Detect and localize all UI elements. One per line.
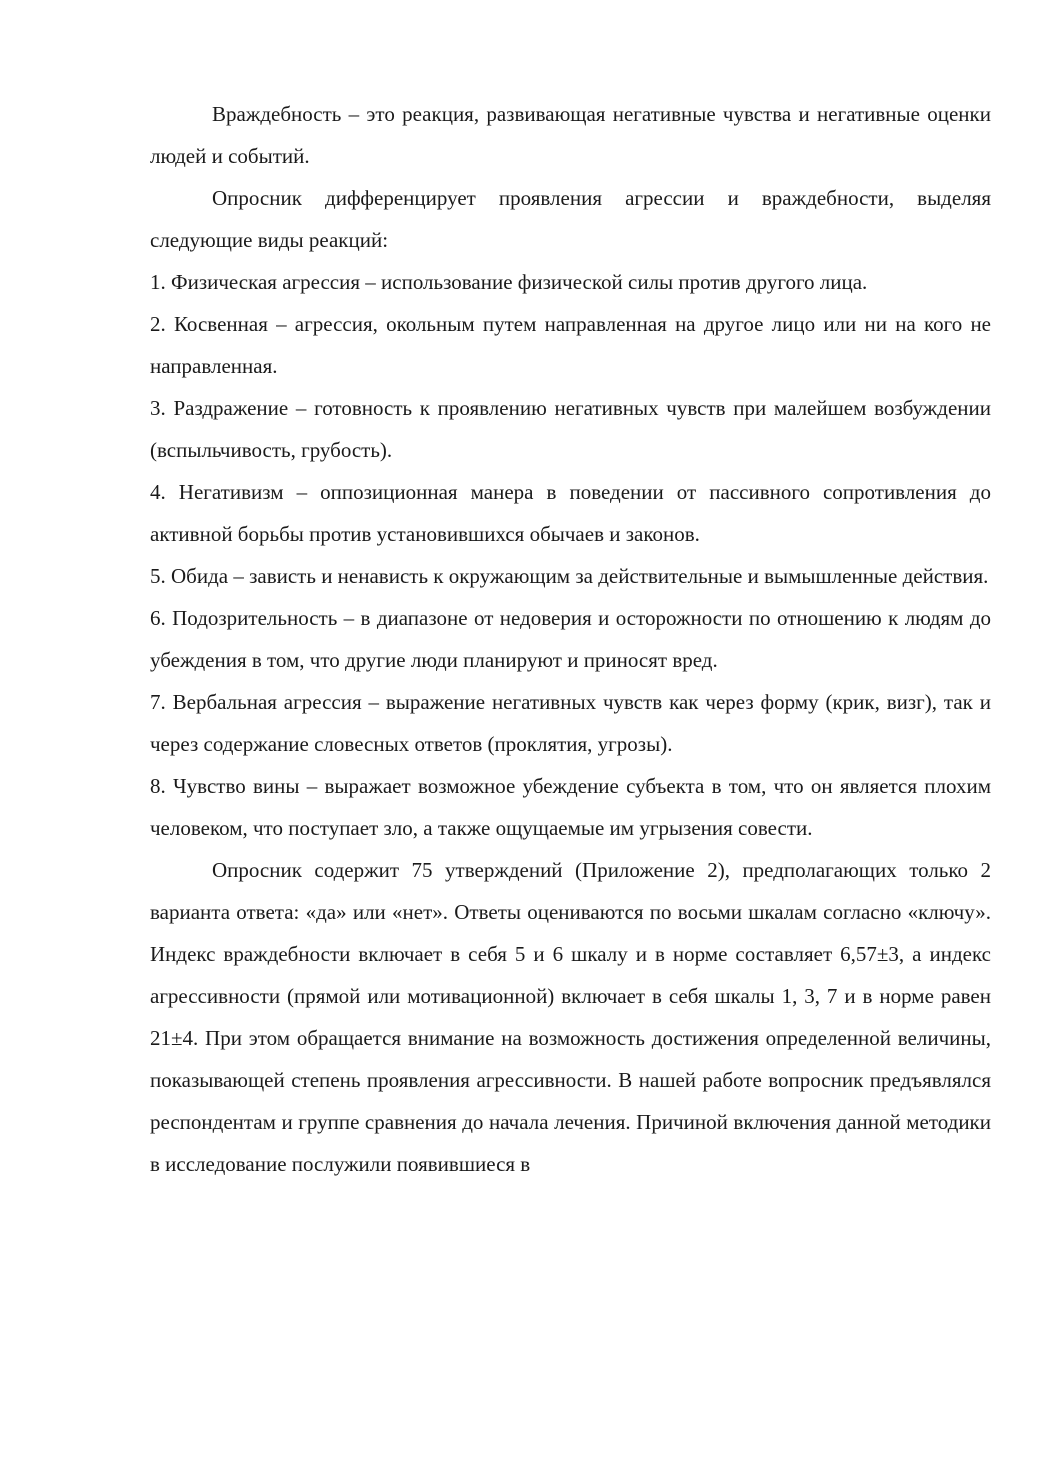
paragraph-questionnaire-intro: Опросник дифференцирует проявления агрессии и враждебности, выделяя следующие виды реакций: [150, 186, 991, 252]
list-item-resentment: 5. Обида – зависть и ненависть к окружающим за действительные и вымышленные действия. [150, 564, 989, 588]
list-item-negativism: 4. Негативизм – оппозиционная манера в поведении от пассивного сопротивления до активной борьбы против установившихся обычаев и законов. [150, 480, 991, 546]
list-item-physical-aggression: 1. Физическая агрессия – использование физической силы против другого лица. [150, 270, 868, 294]
list-item-indirect-aggression: 2. Косвенная – агрессия, окольным путем направленная на другое лицо или ни на кого не направленная. [150, 312, 991, 378]
list-item-verbal-aggression: 7. Вербальная агрессия – выражение негативных чувств как через форму (крик, визг), так и через содержание словесных ответов (проклятия, угрозы). [150, 690, 991, 756]
list-item-irritation: 3. Раздражение – готовность к проявлению негативных чувств при малейшем возбуждении (вспыльчивость, грубость). [150, 396, 991, 462]
paragraph-hostility-definition: Враждебность – это реакция, развивающая негативные чувства и негативные оценки людей и событий. [150, 102, 991, 168]
document-page [150, 93, 991, 1185]
list-item-guilt: 8. Чувство вины – выражает возможное убеждение субъекта в том, что он является плохим человеком, что поступает зло, а также ощущаемые им угрызения совести. [150, 774, 991, 840]
paragraph-questionnaire-scoring: Опросник содержит 75 утверждений (Приложение 2), предполагающих только 2 варианта ответа: «да» или «нет». Ответы оцениваются по восьми шкалам согласно «ключу». Индекс враждебности включает в себя 5 и 6 шкалу и в норме составляет 6,57±3, а индекс агрессивности (прямой или мотивационной) включает в себя шкалы 1, 3, 7 и в норме равен 21±4. При этом обращается внимание на возможность достижения определенной величины, показывающей степень проявления агрессивности. В нашей работе вопросник предъявлялся респондентам и группе сравнения до начала лечения. Причиной включения данной методики в исследование послужили появившиеся в [150, 858, 991, 1176]
list-item-suspicion: 6. Подозрительность – в диапазоне от недоверия и осторожности по отношению к людям до убеждения в том, что другие люди планируют и приносят вред. [150, 606, 991, 672]
